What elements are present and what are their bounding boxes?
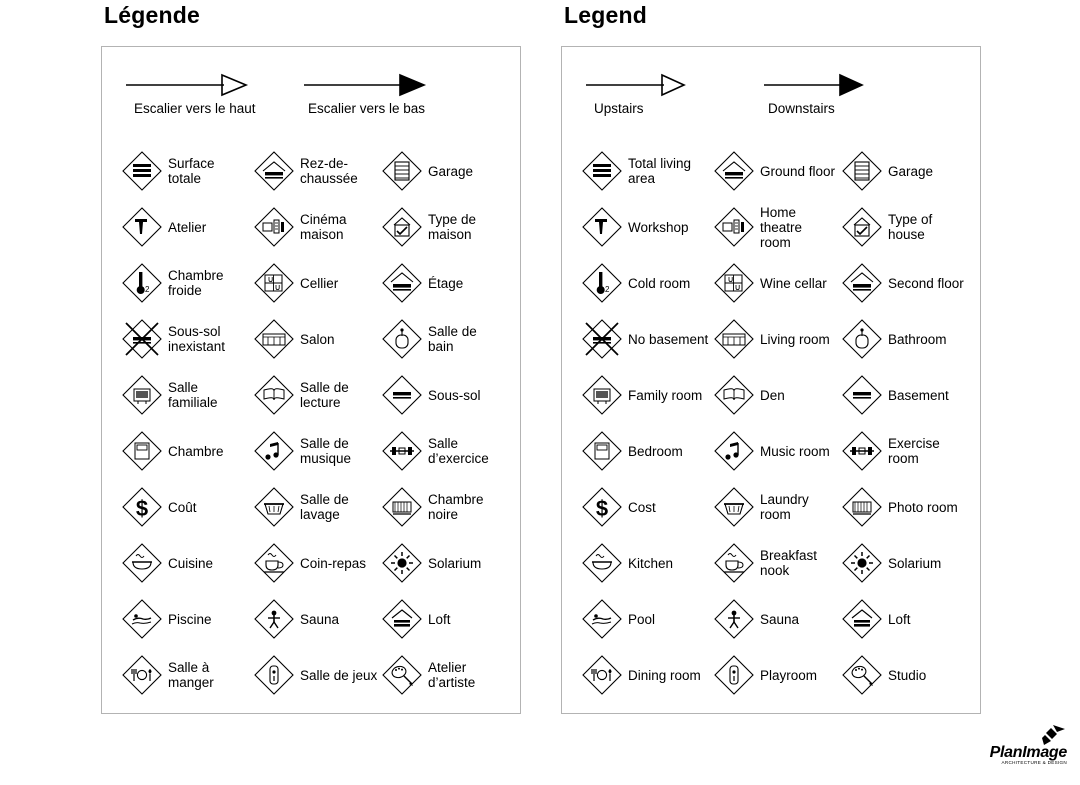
stairs-down-label-french: Escalier vers le bas — [308, 101, 426, 116]
legend-item-label: Breakfast nook — [760, 548, 818, 578]
legend-item-sauna[interactable] — [252, 591, 380, 647]
legend-item-bedroom[interactable] — [580, 423, 712, 479]
bedroom-icon — [120, 429, 164, 473]
living-room-icon — [712, 317, 756, 361]
svg-text:2: 2 — [605, 285, 610, 294]
legend-item-wine-cellar[interactable] — [252, 255, 380, 311]
workshop-icon — [120, 205, 164, 249]
legend-item-label: Den — [760, 387, 785, 403]
brand-logo[interactable] — [963, 724, 1067, 770]
legend-row — [580, 423, 964, 479]
legend-item-studio[interactable] — [380, 647, 504, 703]
legend-grid-english — [580, 143, 964, 703]
legend-item-laundry-room[interactable] — [252, 479, 380, 535]
brand-name: PlanImage — [989, 744, 1067, 761]
legend-item-label: Loft — [888, 611, 911, 627]
legend-item-label: Étage — [428, 275, 464, 291]
legend-item-label: Chambre froide — [168, 268, 224, 298]
cold-room-icon — [580, 261, 624, 305]
legend-item-dining-room[interactable] — [120, 647, 252, 703]
photo-room-icon — [380, 485, 424, 529]
stairs-up-label-english: Upstairs — [594, 101, 644, 116]
svg-text:$: $ — [135, 496, 149, 521]
solarium-icon — [840, 541, 884, 585]
legend-item-label: Type of house — [888, 212, 933, 242]
legend-row — [120, 143, 504, 199]
basement-icon — [840, 373, 884, 417]
living-room-icon — [252, 317, 296, 361]
total-living-area-icon — [580, 149, 624, 193]
legend-item-label: Chambre — [168, 443, 224, 459]
legend-panel-english — [561, 46, 981, 714]
legend-item-label: Salle de musique — [300, 436, 352, 466]
legend-item-label: Kitchen — [628, 555, 674, 571]
legend-item-label: Dining room — [628, 667, 701, 683]
legend-item-garage[interactable] — [380, 143, 504, 199]
legend-item-playroom[interactable] — [712, 647, 840, 703]
photo-room-icon — [840, 485, 884, 529]
legend-item-exercise-room[interactable] — [840, 423, 964, 479]
legend-item-cold-room[interactable] — [120, 255, 252, 311]
legend-item-label: Living room — [760, 331, 830, 347]
legend-row — [580, 535, 964, 591]
cold-room-icon — [120, 261, 164, 305]
legend-item-label: Cuisine — [168, 555, 214, 571]
kitchen-icon — [580, 541, 624, 585]
legend-item-label: Workshop — [628, 219, 689, 235]
page-title-english: Legend — [564, 2, 647, 28]
legend-item-label: Piscine — [168, 611, 212, 627]
legend-item-label: Sous-sol — [428, 387, 481, 403]
legend-row — [120, 423, 504, 479]
type-of-house-icon — [380, 205, 424, 249]
breakfast-nook-icon — [252, 541, 296, 585]
legend-item-music-room[interactable] — [712, 423, 840, 479]
basement-icon — [380, 373, 424, 417]
loft-icon — [380, 597, 424, 641]
legend-item-label: Salle de lecture — [300, 380, 349, 410]
stairs-down-french — [302, 71, 482, 116]
legend-item-label: Garage — [428, 163, 474, 179]
legend-item-label: Family room — [628, 387, 703, 403]
legend-item-home-theatre[interactable] — [252, 199, 380, 255]
legend-item-cold-room[interactable] — [580, 255, 712, 311]
legend-item-wine-cellar[interactable] — [712, 255, 840, 311]
legend-item-label: Chambre noire — [428, 492, 484, 522]
no-basement-icon — [120, 317, 164, 361]
legend-panel-french — [101, 46, 521, 714]
legend-item-solarium[interactable] — [380, 535, 504, 591]
no-basement-icon — [580, 317, 624, 361]
legend-row — [120, 479, 504, 535]
legend-row — [580, 479, 964, 535]
legend-row — [120, 255, 504, 311]
legend-item-label: Salle de lavage — [300, 492, 349, 522]
legend-row — [120, 647, 504, 703]
legend-item-label: Atelier d’artiste — [428, 660, 476, 690]
playroom-icon — [712, 653, 756, 697]
family-room-icon — [120, 373, 164, 417]
legend-item-label: Home theatre room — [760, 204, 803, 250]
ground-floor-icon — [252, 149, 296, 193]
arrow-down-stairs-icon — [302, 71, 482, 99]
legend-item-label: Pool — [628, 611, 656, 627]
cost-icon — [580, 485, 624, 529]
legend-row — [580, 311, 964, 367]
legend-item-label: Coin-repas — [300, 555, 367, 571]
legend-item-den[interactable] — [252, 367, 380, 423]
legend-item-label: Studio — [888, 667, 927, 683]
solarium-icon — [380, 541, 424, 585]
legend-item-no-basement[interactable] — [580, 311, 712, 367]
sauna-icon — [712, 597, 756, 641]
legend-row — [580, 591, 964, 647]
legend-row — [120, 591, 504, 647]
legend-item-label: Solarium — [428, 555, 482, 571]
second-floor-icon — [840, 261, 884, 305]
legend-item-label: Sous-sol inexistant — [168, 324, 226, 354]
breakfast-nook-icon — [712, 541, 756, 585]
stairs-up-english — [584, 71, 764, 116]
pool-icon — [580, 597, 624, 641]
legend-item-cost[interactable] — [580, 479, 712, 535]
legend-item-workshop[interactable] — [580, 199, 712, 255]
legend-item-label: Solarium — [888, 555, 942, 571]
wine-cellar-icon — [712, 261, 756, 305]
legend-item-no-basement[interactable] — [120, 311, 252, 367]
laundry-room-icon — [712, 485, 756, 529]
legend-item-dining-room[interactable] — [580, 647, 712, 703]
garage-icon — [380, 149, 424, 193]
playroom-icon — [252, 653, 296, 697]
dining-room-icon — [120, 653, 164, 697]
legend-item-workshop[interactable] — [120, 199, 252, 255]
legend-item-den[interactable] — [712, 367, 840, 423]
page-title-french: Légende — [104, 2, 200, 28]
legend-item-label: Salle de bain — [428, 324, 477, 354]
legend-row — [580, 367, 964, 423]
legend-item-label: Type de maison — [428, 212, 477, 242]
studio-icon — [840, 653, 884, 697]
legend-item-label: Cold room — [628, 275, 691, 291]
den-icon — [252, 373, 296, 417]
svg-text:$: $ — [595, 496, 609, 521]
legend-row — [580, 647, 964, 703]
legend-item-label: Surface totale — [168, 156, 215, 186]
legend-item-bedroom[interactable] — [120, 423, 252, 479]
legend-item-type-of-house[interactable] — [380, 199, 504, 255]
legend-item-home-theatre[interactable] — [712, 199, 840, 255]
workshop-icon — [580, 205, 624, 249]
legend-item-label: Salle d’exercice — [428, 436, 489, 466]
studio-icon — [380, 653, 424, 697]
legend-item-loft[interactable] — [380, 591, 504, 647]
legend-item-label: Sauna — [300, 611, 340, 627]
legend-item-music-room[interactable] — [252, 423, 380, 479]
ground-floor-icon — [712, 149, 756, 193]
legend-item-pool[interactable] — [580, 591, 712, 647]
legend-item-label: Salle à manger — [168, 660, 214, 690]
legend-item-label: Bedroom — [628, 443, 683, 459]
stairs-down-label-english: Downstairs — [768, 101, 835, 116]
legend-item-laundry-room[interactable] — [712, 479, 840, 535]
type-of-house-icon — [840, 205, 884, 249]
legend-item-living-room[interactable] — [712, 311, 840, 367]
legend-item-label: Music room — [760, 443, 830, 459]
legend-item-type-of-house[interactable] — [840, 199, 964, 255]
stairs-up-label-french: Escalier vers le haut — [134, 101, 256, 116]
legend-item-kitchen[interactable] — [120, 535, 252, 591]
svg-text:2: 2 — [145, 285, 150, 294]
legend-item-label: Cellier — [300, 275, 339, 291]
legend-item-ground-floor[interactable] — [252, 143, 380, 199]
legend-item-living-room[interactable] — [252, 311, 380, 367]
music-room-icon — [712, 429, 756, 473]
home-theatre-icon — [712, 205, 756, 249]
legend-item-studio[interactable] — [840, 647, 964, 703]
cost-icon — [120, 485, 164, 529]
loft-icon — [840, 597, 884, 641]
legend-row — [120, 311, 504, 367]
legend-grid-french — [120, 143, 504, 703]
legend-item-label: Loft — [428, 611, 451, 627]
second-floor-icon — [380, 261, 424, 305]
stairs-down-english — [762, 71, 942, 116]
arrow-down-stairs-icon — [762, 71, 942, 99]
legend-item-label: Wine cellar — [760, 275, 827, 291]
legend-item-label: Exercise room — [888, 436, 940, 466]
den-icon — [712, 373, 756, 417]
bathroom-icon — [840, 317, 884, 361]
legend-item-bathroom[interactable] — [380, 311, 504, 367]
exercise-room-icon — [380, 429, 424, 473]
legend-item-label: Atelier — [168, 219, 207, 235]
legend-item-basement[interactable] — [380, 367, 504, 423]
legend-item-label: Salon — [300, 331, 335, 347]
legend-item-label: Playroom — [760, 667, 818, 683]
legend-item-sauna[interactable] — [712, 591, 840, 647]
legend-item-label: Coût — [168, 499, 197, 515]
legend-item-label: Second floor — [888, 275, 964, 291]
legend-item-label: Garage — [888, 163, 934, 179]
exercise-room-icon — [840, 429, 884, 473]
legend-item-kitchen[interactable] — [580, 535, 712, 591]
legend-item-label: Cost — [628, 499, 656, 515]
legend-item-breakfast-nook[interactable] — [252, 535, 380, 591]
sauna-icon — [252, 597, 296, 641]
pool-icon — [120, 597, 164, 641]
brand-tagline: ARCHITECTURE & DESIGN — [1001, 760, 1067, 765]
legend-row — [580, 143, 964, 199]
legend-item-garage[interactable] — [840, 143, 964, 199]
family-room-icon — [580, 373, 624, 417]
legend-item-label: Rez-de-chaussée — [300, 156, 358, 186]
legend-row — [120, 367, 504, 423]
legend-item-playroom[interactable] — [252, 647, 380, 703]
legend-item-label: Cinéma maison — [300, 212, 347, 242]
legend-item-family-room[interactable] — [580, 367, 712, 423]
legend-item-loft[interactable] — [840, 591, 964, 647]
legend-item-solarium[interactable] — [840, 535, 964, 591]
legend-item-cost[interactable] — [120, 479, 252, 535]
home-theatre-icon — [252, 205, 296, 249]
legend-item-label: Sauna — [760, 611, 800, 627]
legend-item-total-living-area[interactable] — [120, 143, 252, 199]
legend-row — [120, 199, 504, 255]
music-room-icon — [252, 429, 296, 473]
kitchen-icon — [120, 541, 164, 585]
wine-cellar-icon — [252, 261, 296, 305]
stairs-up-french — [124, 71, 304, 116]
legend-item-label: Photo room — [888, 499, 958, 515]
legend-item-pool[interactable] — [120, 591, 252, 647]
legend-item-label: Basement — [888, 387, 949, 403]
arrow-up-stairs-icon — [584, 71, 764, 99]
legend-item-breakfast-nook[interactable] — [712, 535, 840, 591]
legend-item-total-living-area[interactable] — [580, 143, 712, 199]
legend-item-exercise-room[interactable] — [380, 423, 504, 479]
bathroom-icon — [380, 317, 424, 361]
legend-item-photo-room[interactable] — [380, 479, 504, 535]
legend-item-family-room[interactable] — [120, 367, 252, 423]
arrow-up-stairs-icon — [124, 71, 304, 99]
laundry-room-icon — [252, 485, 296, 529]
stairs-row-english — [562, 71, 980, 143]
legend-item-second-floor[interactable] — [840, 255, 964, 311]
garage-icon — [840, 149, 884, 193]
legend-item-label: No basement — [628, 331, 709, 347]
bedroom-icon — [580, 429, 624, 473]
total-living-area-icon — [120, 149, 164, 193]
legend-item-basement[interactable] — [840, 367, 964, 423]
legend-row — [580, 255, 964, 311]
legend-item-label: Salle familiale — [168, 380, 218, 410]
legend-item-bathroom[interactable] — [840, 311, 964, 367]
legend-item-label: Laundry room — [760, 492, 809, 522]
legend-item-second-floor[interactable] — [380, 255, 504, 311]
dining-room-icon — [580, 653, 624, 697]
legend-item-label: Salle de jeux — [300, 667, 378, 683]
stairs-row-french — [102, 71, 520, 143]
legend-item-photo-room[interactable] — [840, 479, 964, 535]
legend-item-label: Total living area — [628, 156, 692, 186]
legend-item-label: Bathroom — [888, 331, 947, 347]
legend-item-label: Ground floor — [760, 163, 836, 179]
legend-row — [580, 199, 964, 255]
legend-item-ground-floor[interactable] — [712, 143, 840, 199]
legend-row — [120, 535, 504, 591]
